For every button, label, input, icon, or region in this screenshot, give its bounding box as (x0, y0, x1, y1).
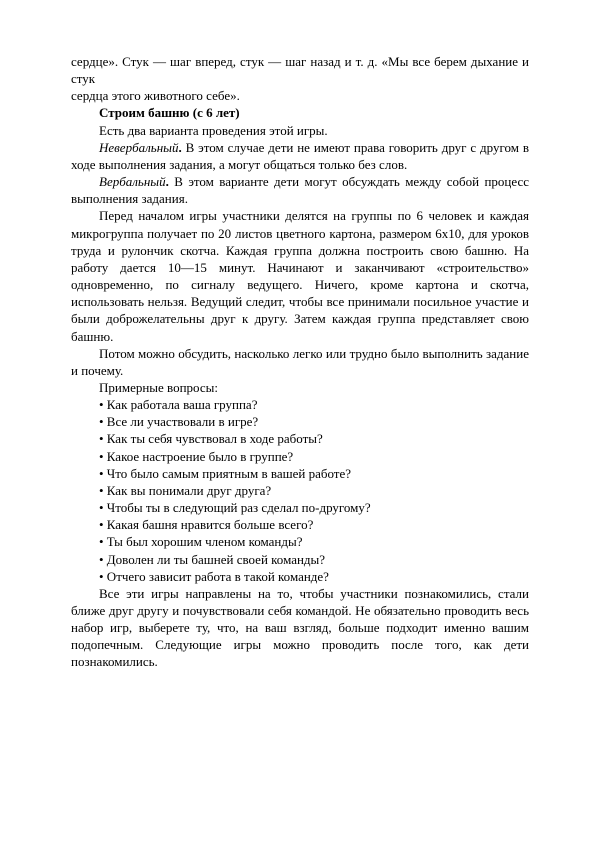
questions-list (71, 396, 529, 585)
conclusion-paragraph: Все эти игры направлены на то, чтобы участники познакомились, стали ближе друг другу и почувствовали себя командой. Не обязательно проводить весь набор игр, выберете ту, что, на ваш взгляд, больше подходит именно вашим подопечным. Следующие игры можно проводить после того, как дети познакомились. (71, 585, 529, 670)
list-item: • Как вы понимали друг друга? (99, 482, 272, 498)
list-item: • Как работала ваша группа? (99, 397, 258, 413)
list-item: • Какая башня нравится больше всего? (99, 517, 314, 533)
nonverbal-term (99, 140, 182, 155)
list-item: • Чтобы ты в следующий раз сделал по-другому? (99, 500, 371, 516)
list-item: • Отчего зависит работа в такой команде? (99, 568, 329, 584)
verbal-term-punct: . (165, 174, 169, 190)
section-title: Строим башню (с 6 лет) (99, 105, 240, 121)
list-item: • Какое настроение было в группе? (99, 448, 294, 464)
discussion-paragraph: Потом можно обсудить, насколько легко или трудно было выполнить задание и почему. (71, 345, 529, 378)
list-item: • Как ты себя чувствовал в ходе работы? (99, 431, 323, 447)
nonverbal-term-text: Невербальный (99, 139, 179, 155)
list-item: • Все ли участвовали в игре? (99, 414, 259, 430)
list-item: • Доволен ли ты башней своей команды? (99, 551, 326, 567)
list-item: • Ты был хорошим членом команды? (99, 534, 303, 550)
verbal-term (99, 174, 169, 189)
intro-paragraph: Есть два варианта проведения этой игры. (99, 122, 328, 138)
document-body (71, 53, 529, 671)
nonverbal-paragraph (71, 139, 529, 173)
questions-intro: Примерные вопросы: (99, 379, 218, 395)
nonverbal-term-punct: . (178, 139, 182, 155)
continuation-line-2: сердца этого животного себе». (71, 88, 240, 104)
continuation-line-1: сердце». Стук — шаг вперед, стук — шаг назад и т. д. «Мы все берем дыхание и стук (71, 54, 529, 87)
verbal-paragraph (71, 173, 529, 207)
verbal-text: В этом варианте дети могут обсуждать между собой процесс выполнения задания. (71, 174, 529, 207)
nonverbal-text: В этом случае дети не имеют права говорить друг с другом в ходе выполнения задания, а могут общаться только без слов. (71, 139, 529, 172)
rules-paragraph: Перед началом игры участники делятся на группы по 6 человек и каждая микрогруппа получает по 20 листов цветного картона, размером 6х10, для уроков труда и рулончик скотча. Каждая группа должна построить свою башню. На работу дается 10—15 минут. Начинают и заканчивают «строительство» одновременно, по сигналу ведущего. Ничего, кроме картона и скотча, использовать нельзя. Ведущий следит, чтобы все принимали посильное участие и были доброжелательны друг к другу. Затем каждая группа представляет свою башню. (71, 208, 529, 344)
verbal-term-text: Вербальный (99, 174, 166, 190)
list-item: • Что было самым приятным в вашей работе? (99, 465, 352, 481)
